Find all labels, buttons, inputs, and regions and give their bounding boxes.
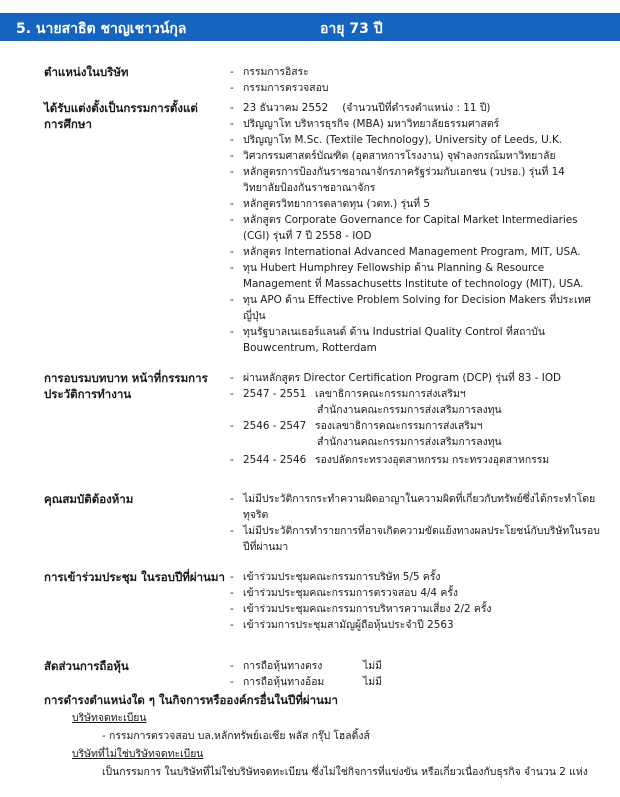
- history-row: - 2547 - 2551 เลขาธิการคณะกรรมการส่งเสริมฯ: [230, 388, 466, 400]
- director-age: อายุ 73 ปี: [320, 21, 383, 37]
- list-item: - ปริญญาโท บริหารธุรกิจ (MBA) มหาวิทยาลัยธรรมศาสตร์: [230, 118, 500, 130]
- list-item: - ทุนรัฐบาลเนเธอร์แลนด์ ด้าน Industrial Quality Control ที่สถาบัน Bouwcentrum, Rotterdam: [230, 326, 545, 354]
- shareholding-list: [230, 658, 602, 690]
- list-item: - การถือหุ้นทางอ้อม ไม่มี: [230, 676, 382, 688]
- list-item: - กรรมการตรวจสอบ: [230, 82, 329, 94]
- listed-company-label: บริษัทจดทะเบียน: [72, 712, 147, 724]
- shareholding-label: สัดส่วนการถือหุ้น: [44, 659, 129, 673]
- list-item: - เข้าร่วมประชุมคณะกรรมการบริษัท 5/5 ครั้ง: [230, 571, 441, 583]
- list-item: - ไม่มีประวัติการทำรายการที่อาจเกิดความขัดแย้งทางผลประโยชน์กับบริษัทในรอบปีที่ผ่านมา: [230, 525, 600, 553]
- meetings-list: [230, 569, 602, 633]
- history-row: - 2546 - 2547 รองเลขาธิการคณะกรรมการส่งเสริมฯ: [230, 420, 483, 432]
- position-label: ตำแหน่งในบริษัท: [44, 65, 129, 79]
- list-item: - กรรมการอิสระ: [230, 66, 309, 78]
- nonlisted-company-item: เป็นกรรมการ ในบริษัทที่ไม่ใช่บริษัทจดทะเบียน ซึ่งไม่ใช่กิจการที่แข่งขัน หรือเกี่ยวเนื่องกับธุรกิจ จำนวน 2 แห่ง: [102, 766, 588, 778]
- list-item: - การถือหุ้นทางตรง ไม่มี: [230, 660, 382, 672]
- list-item: - หลักสูตรวิทยาการตลาดทุน (วตท.) รุ่นที่ 5: [230, 198, 431, 210]
- history-label: ประวัติการทำงาน: [44, 387, 132, 401]
- list-item: - ปริญญาโท M.Sc. (Textile Technology), University of Leeds, U.K.: [230, 134, 563, 146]
- appointed-date: 23 ธันวาคม 2552: [243, 102, 329, 114]
- list-item: - เข้าร่วมประชุมคณะกรรมการตรวจสอบ 4/4 ครั้ง: [230, 587, 458, 599]
- list-item: - ทุน APO ด้าน Effective Problem Solving for Decision Makers ที่ประเทศญี่ปุ่น: [230, 294, 591, 322]
- list-item: - หลักสูตรการป้องกันราชอาณาจักรภาครัฐร่วมกับเอกชน (วปรอ.) รุ่นที่ 14 วิทยาลัยป้องกันราชอาณาจักร: [230, 166, 565, 194]
- list-item: - ทุน Hubert Humphrey Fellowship ด้าน Planning & Resource Management ที่ Massachusetts Institute of technology (MIT), USA.: [230, 262, 584, 290]
- appointed-note: (จำนวนปีที่ดำรงตำแหน่ง : 11 ปี): [342, 102, 491, 114]
- nonlisted-company-label: บริษัทที่ไม่ใช่บริษัทจดทะเบียน: [72, 748, 204, 760]
- list-item: - เข้าร่วมประชุมคณะกรรมการบริหารความเสี่ยง 2/2 ครั้ง: [230, 603, 492, 615]
- history-list: - 2547 - 2551 เลขาธิการคณะกรรมการส่งเสริมฯ สำนักงานคณะกรรมการส่งเสริมการลงทุน - 2546 - 2547 รองเลขาธิการคณะกรรมการส่งเสริมฯ สำนักงานคณะกรรมการส่งเสริมการลงทุน - 2544 - 2546 รองปลัดกระทรวงอุตสาหกรรม กระทรวงอุตสาหกรรม: [230, 386, 602, 468]
- education-list: [230, 116, 602, 356]
- training-value: - ผ่านหลักสูตร Director Certification Program (DCP) รุ่นที่ 83 - IOD: [230, 372, 561, 384]
- list-item: - ไม่มีประวัติการกระทำความผิดอาญาในความผิดที่เกี่ยวกับทรัพย์ซึ่งได้กระทำโดยทุจริต: [230, 493, 596, 521]
- position-list: [230, 64, 602, 96]
- education-label: การศึกษา: [44, 117, 92, 131]
- list-item: - วิศวกรรมศาสตร์บัณฑิต (อุตสาหการโรงงาน) จุฬาลงกรณ์มหาวิทยาลัย: [230, 150, 556, 162]
- prohibited-list: [230, 491, 602, 555]
- listed-company-item: - กรรมการตรวจสอบ บล.หลักทรัพย์เอเซีย พลัส กรุ๊ป โฮลดิ้งส์: [102, 730, 370, 742]
- director-name: 5. นายสาธิต ชาญเชาวน์กุล: [16, 21, 187, 37]
- appointed-label: ได้รับแต่งตั้งเป็นกรรมการตั้งแต่: [44, 101, 198, 115]
- director-header: [0, 13, 620, 41]
- meetings-label: การเข้าร่วมประชุม ในรอบปีที่ผ่านมา: [44, 570, 225, 584]
- list-item: - หลักสูตร Corporate Governance for Capital Market Intermediaries (CGI) รุ่นที่ 7 ปี 2558 - IOD: [230, 214, 578, 242]
- training-label: การอบรมบทบาท หน้าที่กรรมการ: [44, 371, 208, 385]
- history-row: - 2544 - 2546 รองปลัดกระทรวงอุตสาหกรรม กระทรวงอุตสาหกรรม: [230, 454, 550, 466]
- list-item: - เข้าร่วมการประชุมสามัญผู้ถือหุ้นประจำปี 2563: [230, 619, 454, 631]
- list-item: - หลักสูตร International Advanced Management Program, MIT, USA.: [230, 246, 581, 258]
- appointed-value: - 23 ธันวาคม 2552 (จำนวนปีที่ดำรงตำแหน่ง : 11 ปี): [230, 102, 491, 114]
- prohibited-label: คุณสมบัติต้องห้าม: [44, 492, 134, 506]
- other-positions-label: การดำรงตำแหน่งใด ๆ ในกิจการหรือองค์กรอื่นในปีที่ผ่านมา: [44, 693, 338, 707]
